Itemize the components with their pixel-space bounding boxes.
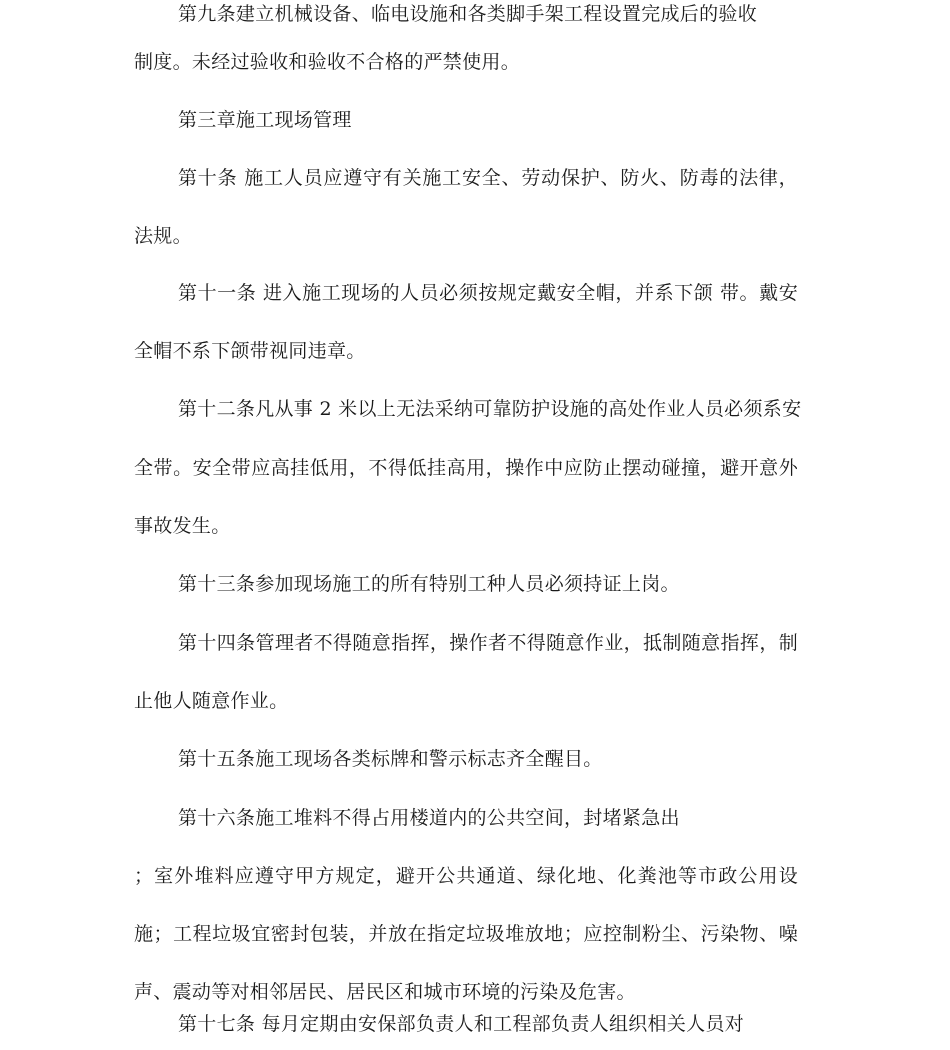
text-line: 全帽不系下颌带视同违章。 [134, 340, 366, 362]
text-line: 第十条 施工人员应遵守有关施工安全、劳动保护、防火、防毒的法律， [178, 167, 798, 189]
text-line: 施；工程垃圾宜密封包装，并放在指定垃圾堆放地；应控制粉尘、污染物、噪 [134, 923, 798, 945]
text-line: 声、震动等对相邻居民、居民区和城市环境的污染及危害。 [134, 981, 636, 1003]
text-line: 全带。安全带应高挂低用，不得低挂高用，操作中应防止摆动碰撞，避开意外 [134, 457, 798, 479]
text-line: 第十二条凡从事 2 米以上无法采纳可靠防护设施的高处作业人员必须系安 [178, 398, 802, 420]
chapter-heading: 第三章施工现场管理 [178, 109, 352, 131]
text-line: 事故发生。 [134, 515, 231, 537]
text-line: 止他人随意作业。 [134, 690, 289, 712]
text-line: 第十五条施工现场各类标牌和警示标志齐全醒目。 [178, 748, 603, 770]
text-line: 第十三条参加现场施工的所有特别工种人员必须持证上岗。 [178, 573, 680, 595]
text-line: 第十一条 进入施工现场的人员必须按规定戴安全帽，并系下颌 带。戴安 [178, 282, 798, 304]
text-line: 第十七条 每月定期由安保部负责人和工程部负责人组织相关人员对 [178, 1013, 745, 1035]
text-line: 法规。 [134, 225, 192, 247]
text-line: 制度。未经过验收和验收不合格的严禁使用。 [134, 51, 521, 73]
text-line: 第十六条施工堆料不得占用楼道内的公共空间，封堵紧急出 [178, 807, 680, 829]
text-line: 第九条建立机械设备、临电设施和各类脚手架工程设置完成后的验收 [178, 3, 758, 25]
text-line: ；室外堆料应遵守甲方规定，避开公共通道、绿化地、化粪池等市政公用设 [134, 865, 798, 887]
text-line: 第十四条管理者不得随意指挥，操作者不得随意作业，抵制随意指挥，制 [178, 632, 798, 654]
